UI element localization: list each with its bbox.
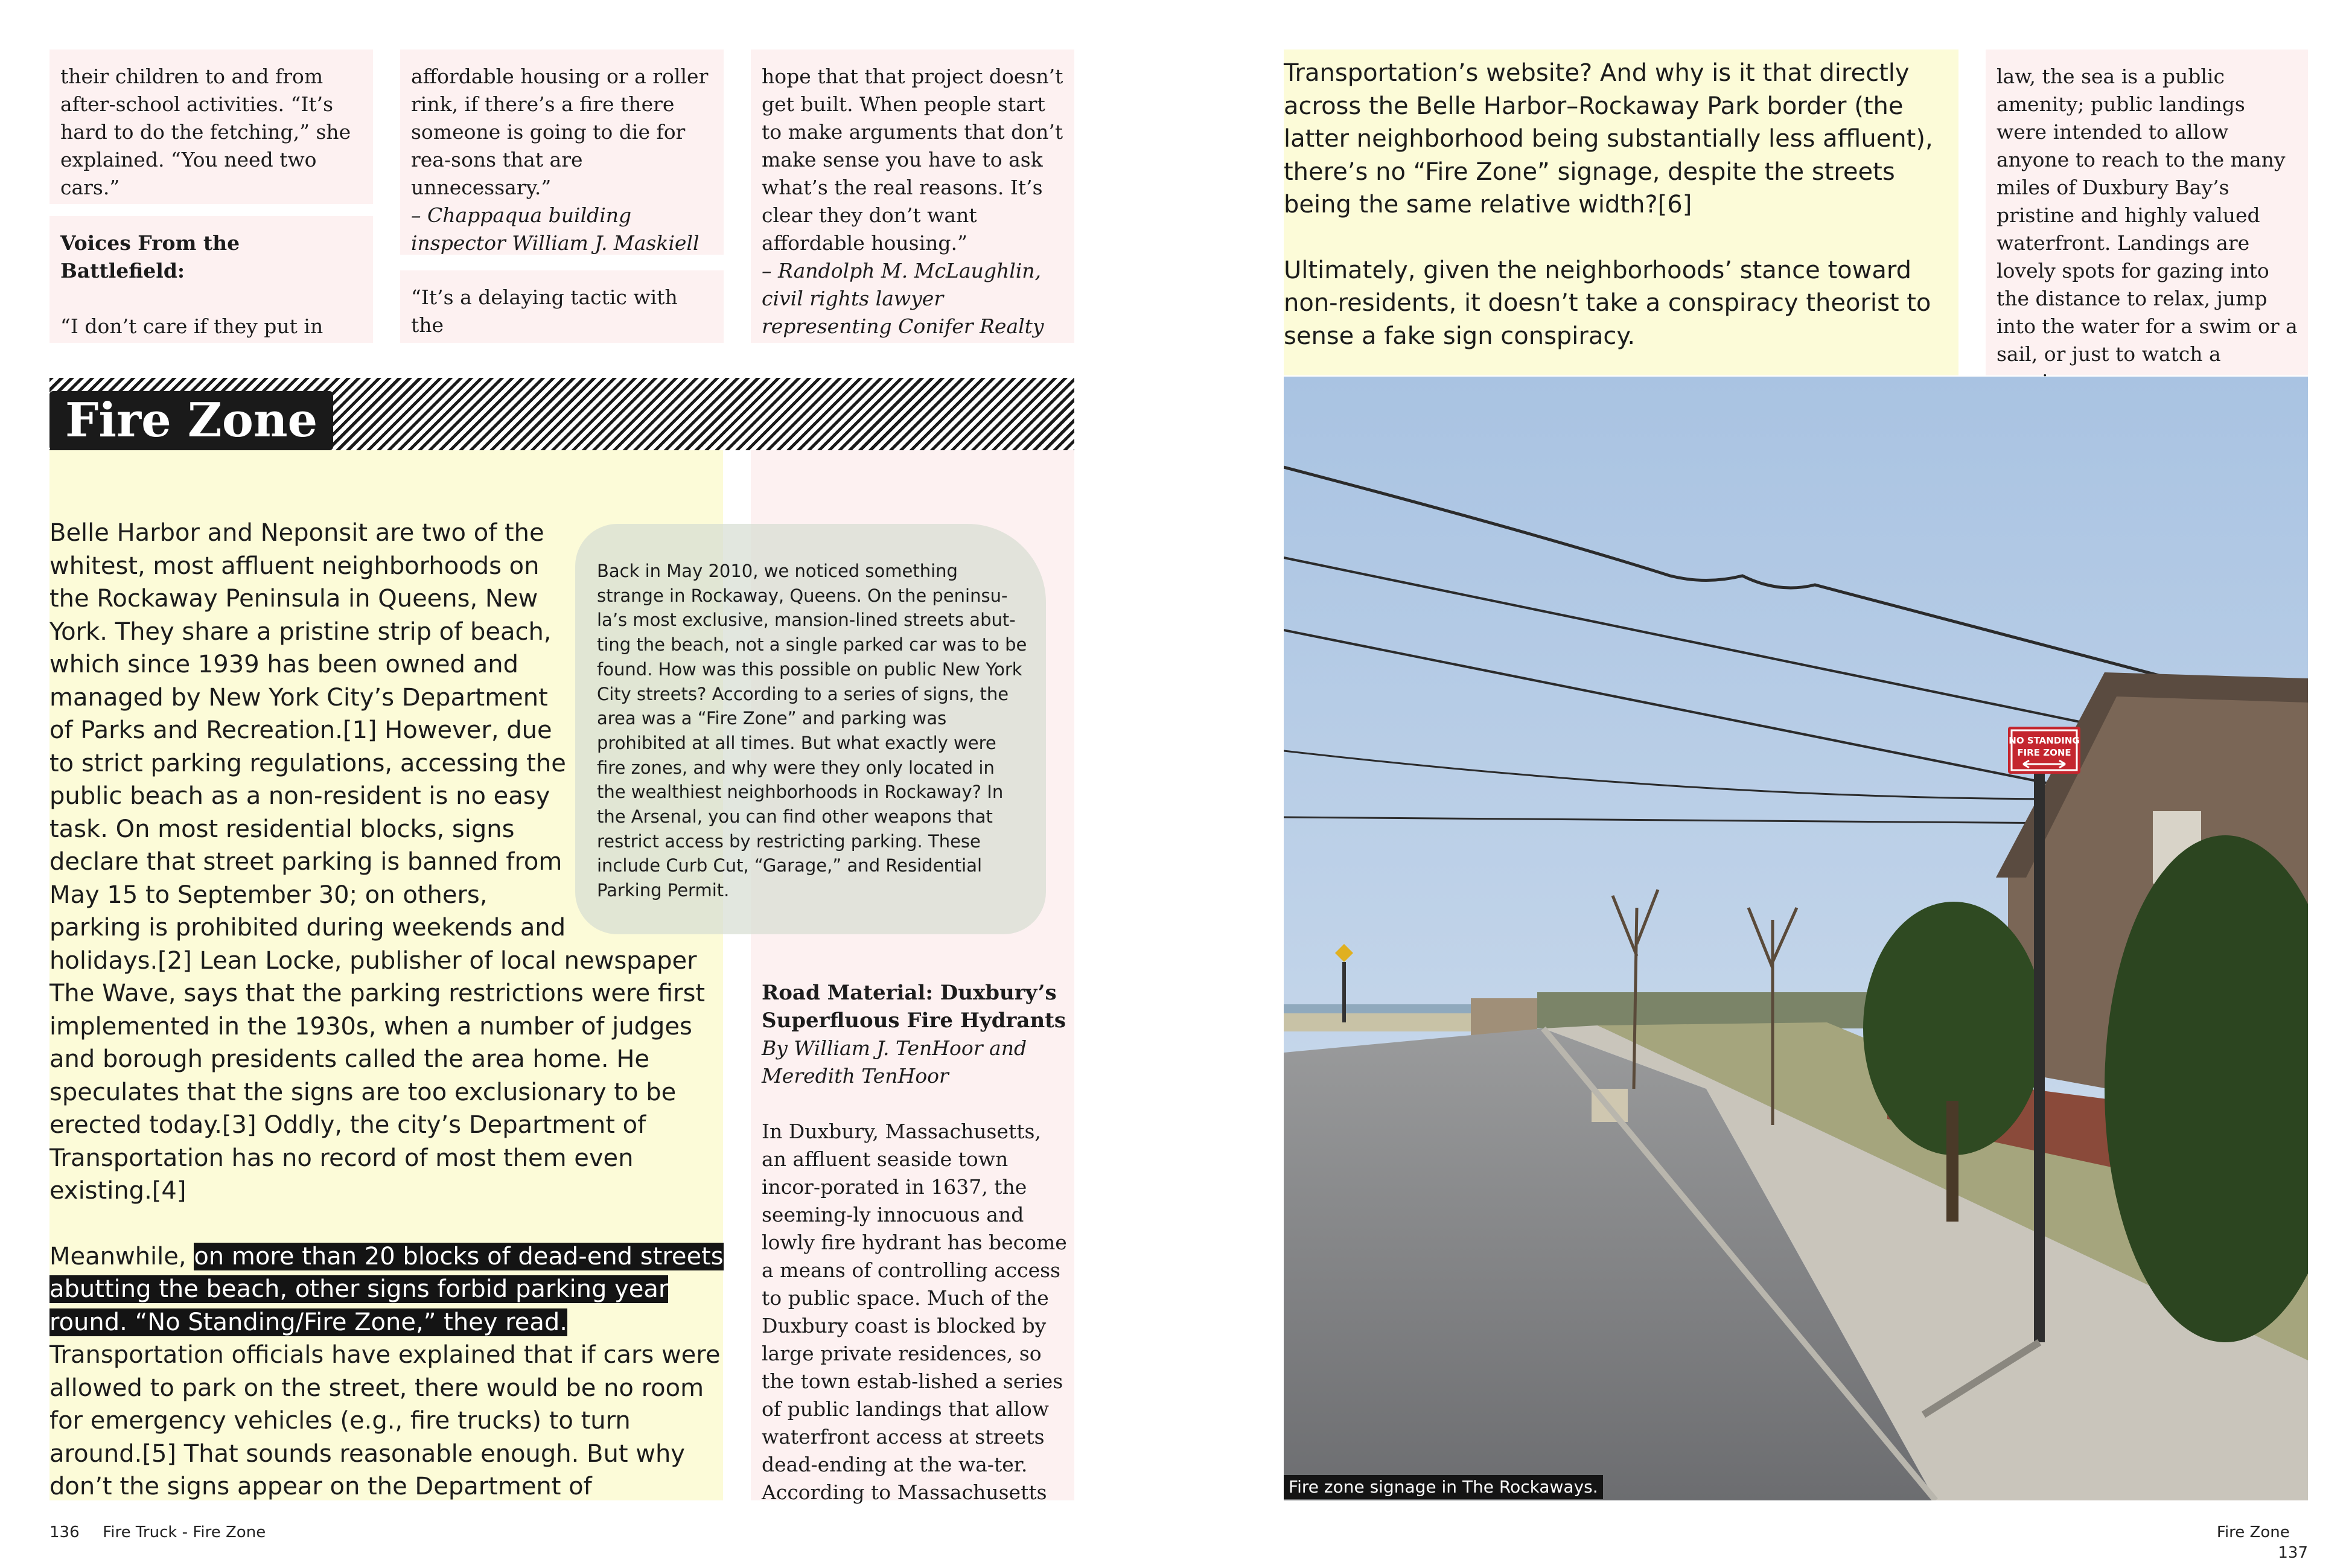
footer-left [49,1522,266,1543]
top-column-2-text: affordable housing or a roller rink, if there’s a fire there someone is going to die for rea-sons that are unnecessary.” [411,65,709,199]
voices-heading: Voices From the Battlefield: [60,231,240,282]
right-running-title: Fire Zone [2216,1523,2290,1541]
top-column-2-attribution: – Chappaqua building inspector William J. Maskiell [411,203,700,255]
sign-text-line-1: NO STANDING [2009,735,2080,746]
top-column-1-text: their children to and from after-school activities. “It’s hard to do the fetching,” she explained. “You need two cars.” [60,65,351,199]
footer-right [2185,1522,2308,1563]
right-page-number: 137 [2278,1544,2308,1562]
street-photo [1284,377,2308,1500]
sidebar-heading: Road Material: Duxbury’s Superfluous Fire Hydrants [762,981,1066,1033]
photo-caption: Fire zone signage in The Rockaways. [1284,1475,1603,1499]
sidebar-byline: By William J. TenHoor and Meredith TenHoor [762,1036,1027,1088]
top-column-1-box [49,49,373,204]
continued-paragraph: Transportation’s website? And why is it that directly across the Belle Harbor–Rockaway Park border (the latter neighborhood being substantially less affluent), there’s no “Fire Zone” signage, despite the streets being the same relative width?[6] [1284,59,1933,218]
intro-bubble [575,524,1046,934]
top-column-2-bottom-box [400,270,724,343]
section-title: Fire Zone [49,391,333,450]
top-column-3-attribution: – Randolph M. McLaughlin, civil rights lawyer representing Conifer Realty [762,259,1044,338]
sidebar-article [762,979,1069,1506]
intro-bubble-text: Back in May 2010, we noticed something strange in Rockaway, Queens. On the peninsu-la’s most exclusive, mansion-lined streets abut-ting the beach, not a single parked car was to be found. How was this possible on public New York City streets? According to a series of signs, the area was a “Fire Zone” and parking was prohibited at all times. But what exactly were fire zones, and why were they only located in the wealthiest neighborhoods in Rockaway? In the Arsenal, you can find other weapons that restrict access by restricting parking. These include Curb Cut, “Garage,” and Residential Parking Permit. [597,561,1027,901]
top-column-3-text: hope that that project doesn’t get built. When people start to make arguments that don’t make sense you have to ask what’s the real reasons. It’s clear they don’t want affordable housing.” [762,65,1063,255]
top-column-2-box [400,49,724,255]
left-running-title: Fire Truck - Fire Zone [103,1523,266,1541]
sidebar-continued-text: law, the sea is a public amenity; public landings were intended to allow anyone to reach to the many miles of Duxbury Bay’s pristine and highly valued waterfront. Landings are lovely spots for gazing into the distance to relax, jump into the water for a swim or a sail, or just to watch a [1997,65,2298,366]
top-column-2-bottom: “It’s a delaying tactic with the [411,285,678,337]
top-column-3-box [751,49,1074,343]
voices-box [49,216,373,343]
sidebar-text: In Duxbury, Massachusetts, an affluent seaside town incor-porated in 1637, the seeming-ly innocuous and lowly fire hydrant has become a means of controlling access to public space. Much of the Duxbury coast is blocked by large private residences, so the town estab-lished a series of public landings that allow waterfront access at streets dead-ending at the wa-ter. According to Massachusetts [762,1120,1067,1504]
main-paragraph-2-rest: Transportation officials have explained that if cars were allowed to park on the street, there would be no room for emergency vehicles (e.g., fire trucks) to turn around.[5] That sounds reasonable enough. But why don’t the signs appear on the Department of [49,1341,721,1500]
left-page-number: 136 [49,1523,80,1541]
continued-article [1284,57,1942,352]
highlighted-passage: on more than 20 blocks of dead-end streets abutting the beach, other signs forbid parking year round. “No Standing/Fire Zone,” they read. [49,1242,724,1336]
conclusion-paragraph: Ultimately, given the neighborhoods’ stance toward non-residents, it doesn’t take a conspiracy theorist to sense a fake sign conspiracy. [1284,256,1931,350]
main-paragraph-1-text: Belle Harbor and Neponsit are two of the whitest, most affluent neighborhoods on the Rockaway Peninsula in Queens, New York. They share a pristine strip of beach, which since 1939 has been owned and managed by New York City’s Department of Parks and Recreation.[1] However, due to strict parking regulations, accessing the public beach as a non-resident is no easy task. On most residential blocks, signs declare that street parking is banned from May 15 to September 30; on others, parking is prohibited during weekends and holidays.[2] Lean Locke, publisher of local newspaper The Wave, says that the parking restrictions were first implemented in the 1930s, when a number of judges and borough presidents called the area home. He speculates that the signs are too exclusionary to be erected today.[3] Oddly, the city’s Department of Transportation has no record of most them even existing.[4] [49,519,706,1205]
main-paragraph-2 [49,1240,725,1503]
sign-text-line-2: FIRE ZONE [2017,747,2071,758]
top-column-1-bottom: “I don’t care if they put in [60,314,323,338]
main-paragraph-2-lead: Meanwhile, [49,1242,194,1270]
sidebar-continued-box [1986,49,2308,375]
